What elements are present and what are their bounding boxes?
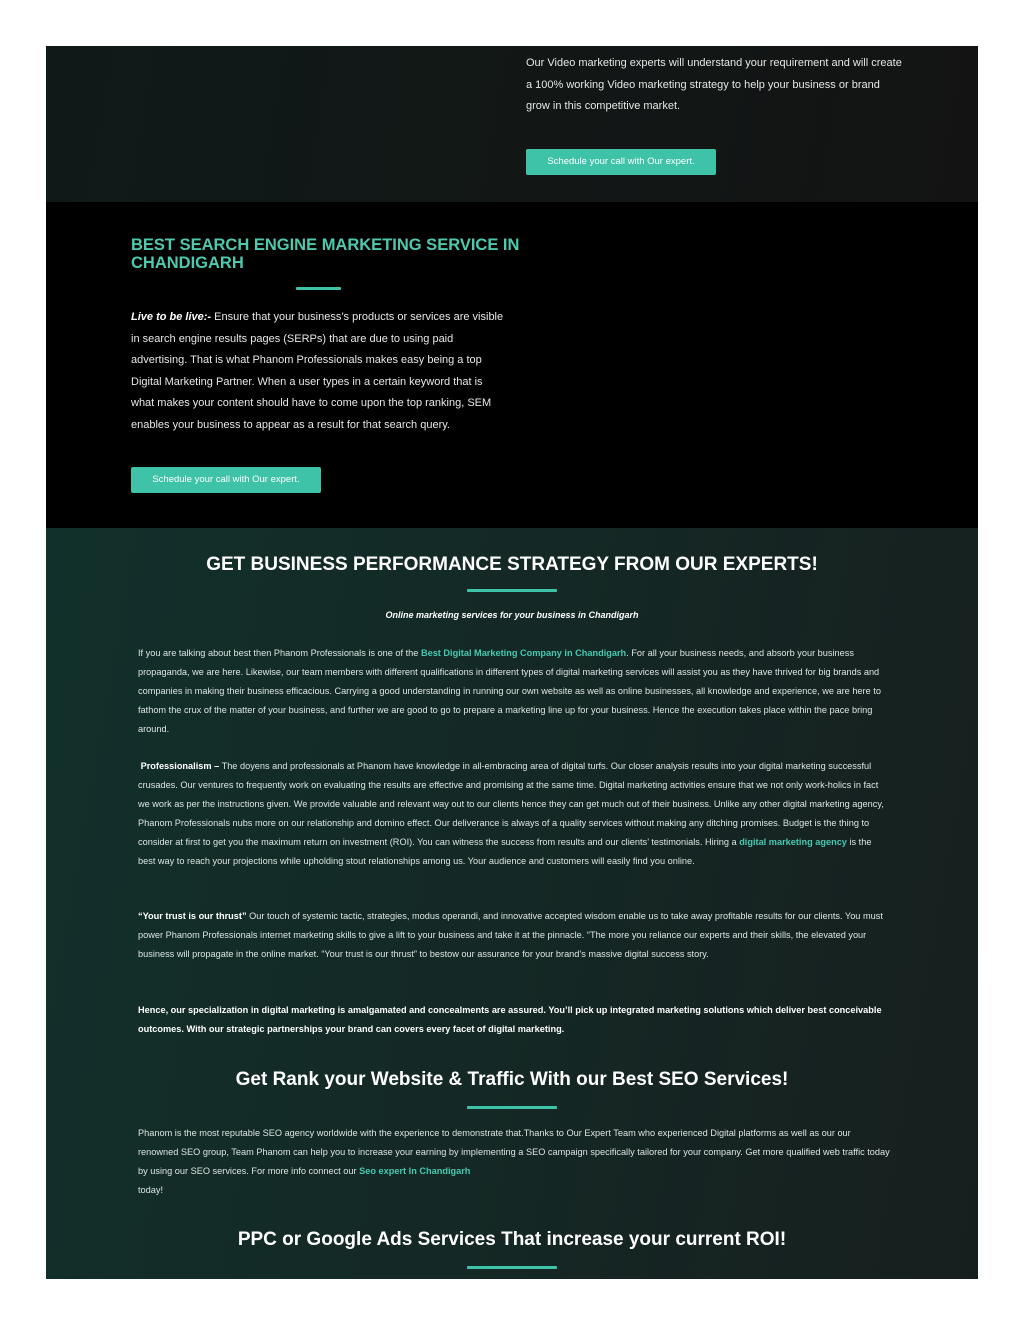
heading-underline — [296, 287, 341, 290]
seo-expert-link[interactable]: Seo expert In Chandigarh — [359, 1165, 471, 1176]
trust-paragraph — [138, 907, 890, 964]
seo-heading: Get Rank your Website & Traffic With our Best SEO Services! — [235, 1069, 789, 1090]
strategy-heading-underline — [467, 589, 557, 592]
video-marketing-text: Our Video marketing experts will understand your requirement and will create a 100% working Video marketing strategy to help your business or brand grow in this competitive market. — [526, 57, 902, 112]
sem-heading: BEST SEARCH ENGINE MARKETING SERVICE IN CHANDIGARH — [131, 236, 520, 272]
specialization-paragraph: Hence, our specialization in digital marketing is amalgamated and concealments are assured. You’ll pick up integrated marketing solutions which deliver best conceivable outcomes. With our strategic partnerships your brand can covers every facet of digital marketing. — [138, 1005, 882, 1034]
strategy-subtitle: Online marketing services for your business in Chandigarh — [385, 610, 639, 620]
best-digital-marketing-company-link[interactable]: Best Digital Marketing Company in Chandigarh — [420, 648, 627, 658]
ppc-heading: PPC or Google Ads Services That increase your current ROI! — [237, 1229, 787, 1250]
strategy-heading: GET BUSINESS PERFORMANCE STRATEGY FROM OUR EXPERTS! — [206, 554, 818, 575]
p2-text-after: is the best way to reach your projections while upholding stout relationships among us. Your audience and customers will easily find you online. — [138, 836, 872, 866]
schedule-call-button[interactable]: Schedule your call with Our expert. — [526, 149, 716, 175]
p2-text-before: The doyens and professionals at Phanom have knowledge in all-embracing area of digital turfs. Our closer analysis results into your digital marketing successful crusades. Our ventures to frequently work on evaluating the results are effective and promising at the same time. Digital marketing activities ensure that we not only work-holics in fact we work as per the instructions given. We provide valuable and relevant way out to our clients hence they can get much out of their business. Unlike any other digital marketing agency, Phanom Professionals nubs more on our relationship and domino effect. Our deliverance is always of a quality services without making any ditching promises. Budget is the thing to consider at first to get you the maximum return on investment (ROI). You can witness the success from results and our clients’ testimonials. Hiring a — [138, 761, 884, 847]
strategy-section — [46, 528, 978, 1279]
sem-body — [131, 307, 506, 436]
sem-body-text: Ensure that your business’s products or services are visible in search engine results pages (SERPs) that are due to using paid advertising. That is what Phanom Professionals makes easy being a top Digital Marketing Partner. When a user types in a certain keyword that is what makes your content should have to come upon the top ranking, SEM enables your business to appear as a result for that search query. — [131, 311, 504, 431]
seo-heading-underline — [467, 1106, 557, 1109]
sem-lead: Live to be live:- — [131, 311, 212, 323]
seo-text-after: today! — [138, 1184, 164, 1195]
video-marketing-section — [46, 46, 978, 202]
seo-paragraph — [138, 1124, 890, 1200]
strategy-paragraph-1 — [138, 644, 890, 739]
digital-marketing-agency-link[interactable]: digital marketing agency — [739, 836, 847, 847]
p1-text-after: . For all your business needs, and absorb your business propaganda, we are here. Likewise, our team members with different qualifications in different types of digital marketing services will assist you as they have thrived for big brands and companies in making their business efficacious. Carrying a good understanding in running our own website as well as online businesses, all knowledge and experience, we are here to fathom the crux of the matter of your business, and further we are good to go to prepare a marketing line up for your business. Hence the execution takes place within the pace bring around. — [138, 648, 881, 734]
seo-text-before: Phanom is the most reputable SEO agency worldwide with the experience to demonstrate that.Thanks to Our Expert Team who experienced Digital platforms as well as our our renowned SEO group, Team Phanom can help you to increase your earning by implementing a SEO campaign specifically tailored for your company. Get more qualified web traffic today by using our SEO services. For more info connect our — [138, 1128, 890, 1176]
trust-lead: “Your trust is our thrust” — [138, 911, 247, 921]
trust-body: Our touch of systemic tactic, strategies, modus operandi, and innovative accepted wisdom enable us to take away profitable results for our clients. You must power Phanom Professionals internet marketing skills to give a lift to your business and take it at the pinnacle. “The more you reliance our experts and their skills, the elevated your business will propagate in the online market. “Your trust is our thrust” to bestow our assurance for your brand’s massive digital success story. — [138, 911, 883, 959]
professionalism-lead: Professionalism – — [140, 761, 220, 771]
p1-text-before: If you are talking about best then Phanom Professionals is one of the — [138, 648, 421, 658]
sem-section — [46, 202, 978, 528]
ppc-heading-underline — [467, 1266, 557, 1269]
schedule-call-button-sem[interactable]: Schedule your call with Our expert. — [131, 467, 321, 493]
professionalism-paragraph — [138, 757, 890, 870]
page — [46, 46, 978, 1279]
